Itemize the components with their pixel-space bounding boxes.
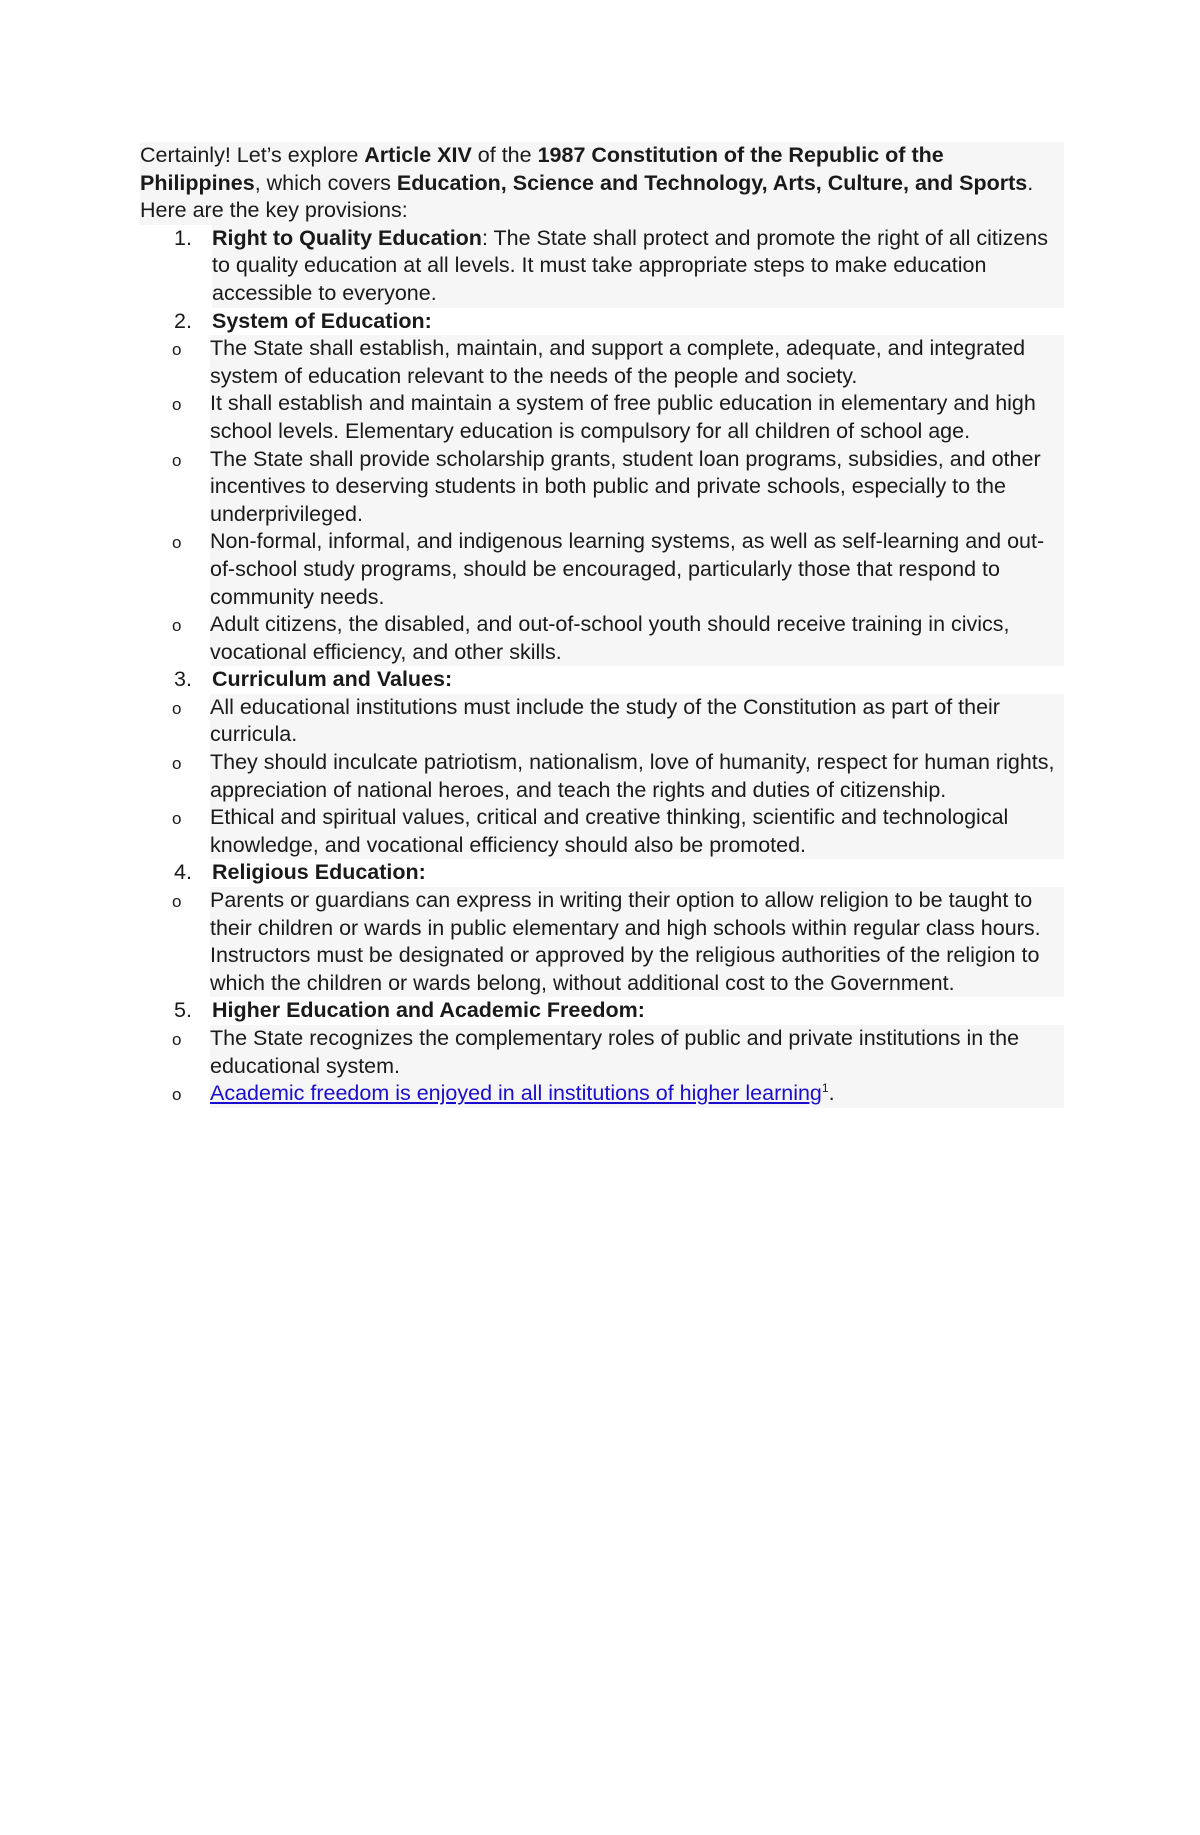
sub-bullet-text: Non-formal, informal, and indigenous learning systems, as well as self-learning and out-of-school study programs, should be encouraged, particularly those that respond to community needs. bbox=[210, 528, 1064, 611]
provision-sublist-wrapper bbox=[140, 335, 1064, 666]
provision-colon: : bbox=[637, 998, 645, 1023]
sub-bullet-item bbox=[138, 804, 1064, 859]
provision-sublist bbox=[140, 335, 1064, 666]
bullet-icon: o bbox=[172, 1085, 182, 1105]
sub-bullet-text: The State shall establish, maintain, and support a complete, adequate, and integrated system of education relevant to the needs of the people and society. bbox=[210, 335, 1064, 390]
academic-freedom-link[interactable]: Academic freedom is enjoyed in all institutions of higher learning bbox=[210, 1081, 822, 1106]
sub-bullet-text: Adult citizens, the disabled, and out-of-school youth should receive training in civics, vocational efficiency, and other skills. bbox=[210, 611, 1064, 666]
provision-sublist-wrapper bbox=[140, 694, 1064, 860]
sub-bullet-text: Ethical and spiritual values, critical and creative thinking, scientific and technological knowledge, and vocational efficiency should also be promoted. bbox=[210, 804, 1064, 859]
bullet-icon: o bbox=[172, 809, 182, 829]
intro-text-1: Certainly! Let’s explore bbox=[140, 143, 365, 167]
intro-text-3: , which covers bbox=[254, 170, 397, 195]
provision-title: System of Education bbox=[212, 308, 425, 333]
provision-item bbox=[140, 225, 1064, 308]
provision-item bbox=[140, 666, 1064, 694]
sub-bullet-item bbox=[138, 390, 1064, 445]
sub-bullet-text: The State recognizes the complementary roles of public and private institutions in the educational system. bbox=[210, 1025, 1064, 1080]
provision-title: Religious Education bbox=[212, 860, 419, 885]
sub-bullet-link-line bbox=[210, 1080, 1064, 1108]
provision-title: Curriculum and Values bbox=[212, 667, 445, 692]
bullet-icon: o bbox=[172, 395, 182, 415]
sub-bullet-text: It shall establish and maintain a system of free public education in elementary and high school levels. Elementary education is compulsory for all children of school age. bbox=[210, 390, 1064, 445]
document-content bbox=[140, 142, 1064, 1108]
provision-item bbox=[140, 308, 1064, 336]
provision-title: Right to Quality Education bbox=[212, 225, 482, 250]
intro-text-4: . Here are the key provisions: bbox=[140, 170, 1034, 223]
provision-number: 5. bbox=[174, 998, 192, 1023]
provision-sublist bbox=[140, 887, 1064, 997]
provision-colon: : bbox=[418, 860, 426, 885]
sub-bullet-text: Parents or guardians can express in writing their option to allow religion to be taught to their children or wards in public elementary and high schools within regular class hours. Instructors must be designated or approved by the religious authorities of the religion to which the children or wards belong, without additional cost to the Government. bbox=[210, 887, 1064, 997]
intro-bold-constitution: 1987 Constitution of the Republic of the Philippines bbox=[140, 143, 944, 195]
provision-sublist-wrapper bbox=[140, 887, 1064, 997]
provision-colon: : bbox=[424, 308, 432, 333]
sub-bullet-item bbox=[138, 611, 1064, 666]
provision-title: Higher Education and Academic Freedom bbox=[212, 998, 638, 1023]
provision-item bbox=[140, 859, 1064, 887]
bullet-icon: o bbox=[172, 450, 182, 470]
bullet-icon: o bbox=[172, 533, 182, 553]
sub-bullet-item bbox=[138, 446, 1064, 529]
provision-number: 2. bbox=[174, 308, 192, 333]
provisions-list bbox=[140, 225, 1064, 1108]
intro-paragraph bbox=[140, 142, 1064, 225]
sub-bullet-text: All educational institutions must include the study of the Constitution as part of their curricula. bbox=[210, 694, 1064, 749]
provision-sublist-wrapper bbox=[140, 1025, 1064, 1108]
provision-sublist bbox=[140, 1025, 1064, 1108]
bullet-icon: o bbox=[172, 616, 182, 636]
link-period: . bbox=[828, 1081, 835, 1106]
sub-bullet-item bbox=[138, 1080, 1064, 1108]
sub-bullet-text: They should inculcate patriotism, nationalism, love of humanity, respect for human rights, appreciation of national heroes, and teach the rights and duties of citizenship. bbox=[210, 749, 1064, 804]
provision-text: : The State shall protect and promote the right of all citizens to quality education at all levels. It must take appropriate steps to make education accessible to everyone. bbox=[212, 225, 1049, 305]
intro-text-2: of the bbox=[471, 143, 538, 167]
provision-number: 4. bbox=[174, 860, 192, 885]
sub-bullet-item bbox=[138, 749, 1064, 804]
provision-body bbox=[212, 225, 1064, 308]
provision-number: 1. bbox=[174, 225, 192, 250]
bullet-icon: o bbox=[172, 892, 182, 912]
sub-bullet-item bbox=[138, 528, 1064, 611]
intro-bold-article: Article XIV bbox=[364, 143, 472, 167]
sub-bullet-item bbox=[138, 1025, 1064, 1080]
bullet-icon: o bbox=[172, 340, 182, 360]
footnote-ref[interactable]: 1 bbox=[821, 1081, 829, 1096]
provision-sublist bbox=[140, 694, 1064, 860]
sub-bullet-text: The State shall provide scholarship grants, student loan programs, subsidies, and other incentives to deserving students in both public and private schools, especially to the underprivileged. bbox=[210, 446, 1064, 529]
sub-bullet-item bbox=[138, 335, 1064, 390]
bullet-icon: o bbox=[172, 1030, 182, 1049]
provision-colon: : bbox=[444, 667, 453, 692]
sub-bullet-item bbox=[138, 694, 1064, 749]
bullet-icon: o bbox=[172, 698, 182, 718]
intro-bold-topics: Education, Science and Technology, Arts, Culture, and Sports bbox=[396, 170, 1028, 195]
bullet-icon: o bbox=[172, 754, 182, 774]
provision-number: 3. bbox=[174, 667, 192, 692]
provision-item bbox=[140, 997, 1064, 1025]
sub-bullet-item bbox=[138, 887, 1064, 997]
